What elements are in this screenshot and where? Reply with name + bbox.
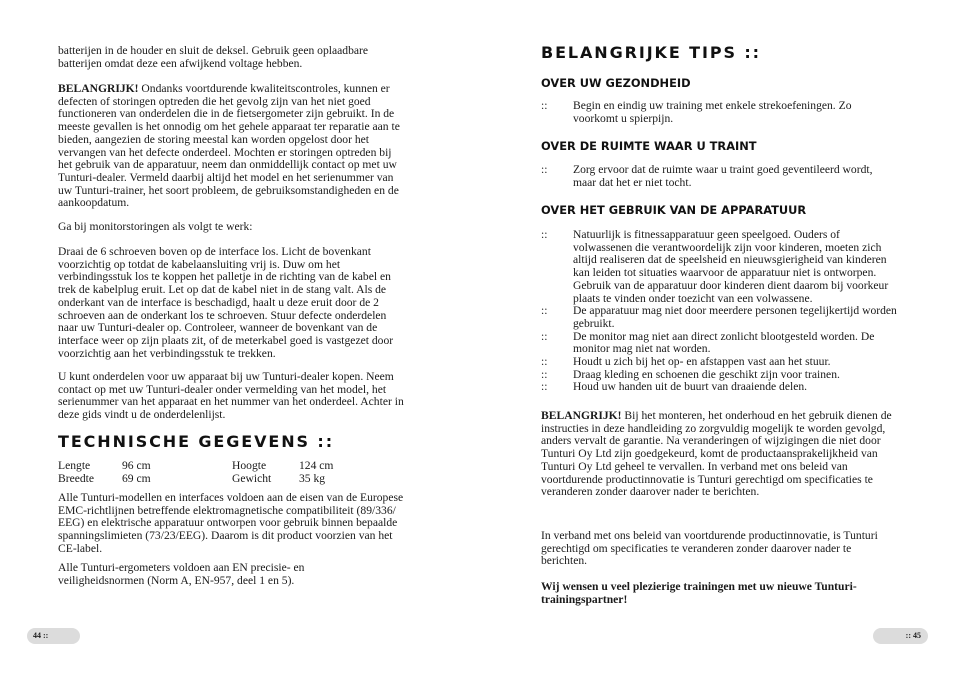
bullet-marker: :: [541, 99, 548, 112]
list-item-text: Houd uw handen uit de buurt van draaiende delen. [573, 380, 808, 394]
important-label: BELANGRIJK! [541, 409, 622, 422]
spec-label: Gewicht [232, 471, 272, 485]
list-item [541, 229, 899, 305]
bullet-marker: :: [541, 304, 548, 318]
important-text: Bij het monteren, het onderhoud en het gebruik dienen de instructies in deze handleiding zo zorgvuldig mogelijk te worden gevolgd, anders vervalt de garantie. Na veranderingen of wijzigingen die niet door Tunturi Oy Ltd zijn goedgekeurd, komt de productaansprakelijkheid van Tunturi Oy Ltd geheel te vervallen. In verband met ons beleid van voortdurende productinnovatie is Tunturi gerechtigd om specificaties te veranderen zonder daarover nader te berichten. [541, 409, 892, 499]
innovation-paragraph: In verband met ons beleid van voortdurende productinnovatie, is Tunturi gerechtigd om specificaties te veranderen zonder daarover nader te berichten. [541, 529, 878, 568]
bullet-marker: :: [541, 367, 548, 381]
spec-value: 124 cm [299, 459, 334, 472]
list-item-text: De monitor mag niet aan direct zonlicht blootgesteld worden. De monitor mag niet nat worden. [573, 329, 875, 356]
list-item [541, 356, 899, 369]
page-number-right: :: 45 [873, 628, 928, 644]
list-item [541, 305, 899, 330]
page-number-left: 44 :: [27, 628, 80, 644]
bullet-marker: :: [541, 163, 548, 176]
equipment-list [541, 229, 899, 394]
parts-paragraph: U kunt onderdelen voor uw apparaat bij uw Tunturi-dealer kopen. Neem contact op met uw Tunturi-dealer onder vermelding van het model, het serienummer van het apparaat en het nummer van het onderdeel. Achter in deze gids vindt u de onderdelenlijst. [58, 370, 404, 422]
spec-label: Breedte [58, 471, 95, 485]
intro-paragraph: batterijen in de houder en sluit de deksel. Gebruik geen oplaadbare batterijen omdat deze een afwijkend voltage hebben. [58, 44, 369, 70]
list-item-text: Houdt u zich bij het op- en afstappen vast aan het stuur. [573, 355, 831, 369]
spec-table [58, 460, 359, 485]
bullet-marker: :: [541, 355, 548, 369]
monitor-fault-intro: Ga bij monitorstoringen als volgt te werk: [58, 220, 253, 233]
health-list [541, 100, 897, 125]
subheading-training-room: OVER DE RUIMTE WAAR U TRAINT [541, 139, 757, 153]
bullet-marker: :: [541, 329, 548, 343]
room-list [541, 164, 897, 189]
repair-paragraph: Draai de 6 schroeven boven op de interface los. Licht de bovenkant voorzichtig op totdat de kabelaansluiting vrij is. Duw om het verbindingsstuk los te koppen het palletje in de richting van de kabel en trek de kabelplug eruit. Let op dat de kabel niet in de stang valt. Als de onderkant van de interface is beschadigd, haalt u deze eruit door de 2 schroeven aan de onderkant los te schroeven. Stuur defecte onderdelen naar uw Tunturi-dealer op. Controleer, wanneer de bovenkant van de interface weer op zijn plaats zit, of de meterkabel goed is vastgezet door voorzichtig aan het verbindingsstuk te trekken. [58, 245, 394, 360]
important-paragraph [58, 83, 408, 210]
list-item [541, 164, 897, 189]
bullet-marker: :: [541, 228, 548, 241]
list-item-text: Draag kleding en schoenen die geschikt zijn voor trainen. [573, 367, 840, 381]
closing-wish: Wij wensen u veel plezierige trainingen met uw nieuwe Tunturi-trainingspartner! [541, 580, 857, 606]
spec-label: Hoogte [232, 459, 267, 472]
spec-value: 35 kg [299, 471, 326, 485]
spec-row [58, 473, 359, 486]
spec-row [58, 460, 359, 473]
list-item-text: Begin en eindig uw training met enkele strekoefeningen. Zo voorkomt u spierpijn. [573, 99, 852, 125]
spec-value: 69 cm [122, 471, 151, 485]
en-norm-paragraph: Alle Tunturi-ergometers voldoen aan EN precisie- en veiligheidsnormen (Norm A, EN-957, deel 1 en 5). [58, 561, 305, 587]
spec-value: 96 cm [122, 459, 151, 472]
spec-label: Lengte [58, 459, 91, 472]
list-item-text: Zorg ervoor dat de ruimte waar u traint goed geventileerd wordt, maar dat het er niet tocht. [573, 163, 873, 189]
list-item [541, 381, 899, 394]
heading-technical-data: TECHNISCHE GEGEVENS :: [58, 432, 334, 451]
subheading-health: OVER UW GEZONDHEID [541, 76, 691, 90]
emc-paragraph: Alle Tunturi-modellen en interfaces voldoen aan de eisen van de Europese EMC-richtlijnen betreffende elektromagnetische compatibiliteit (89/336/ EEG) en elektrische apparatuur ontworpen voor gebruik binnen bepaalde spanningslimieten (73/23/EEG). Daarom is dit product voorzien van het CE-label. [58, 491, 404, 555]
important-paragraph-right [541, 410, 895, 499]
list-item-text: Natuurlijk is fitnessapparatuur geen speelgoed. Ouders of volwassenen die verantwoordelijk zijn voor kinderen, moeten zich altijd realiseren dat de speelsheid en nieuwsgierigheid van kinderen kan leiden tot situaties waarvoor de apparatuur niet is ontworpen. Gebruik van de apparatuur door kinderen dient daarom bij voorkeur plaats te vinden onder toezicht van een volwassene. [573, 228, 889, 305]
list-item [541, 331, 899, 356]
subheading-equipment-use: OVER HET GEBRUIK VAN DE APPARATUUR [541, 203, 807, 217]
list-item-text: De apparatuur mag niet door meerdere personen tegelijkertijd worden gebruikt. [573, 304, 897, 330]
important-text: Ondanks voortdurende kwaliteitscontroles, kunnen er defecten of storingen optreden die het gevolg zijn van het niet goed functioneren van onderdelen die in de fietsergometer zijn gebruikt. In de meeste gevallen is het onnodig om het gehele apparaat ter reparatie aan te bieden, aangezien de storing meestal kan worden opgelost door het vervangen van het defecte onderdeel. Mochten er storingen optreden bij het gebruik van de apparatuur, neem dan onmiddellijk contact op met uw Tunturi-dealer. Vermeld daarbij altijd het model en het serienummer van uw Tunturi-trainer, het soort probleem, de gebruiksomstandigheden en de aankoopdatum. [58, 82, 400, 210]
important-label: BELANGRIJK! [58, 82, 139, 95]
heading-important-tips: BELANGRIJKE TIPS :: [541, 43, 761, 62]
bullet-marker: :: [541, 380, 548, 394]
list-item [541, 100, 897, 125]
